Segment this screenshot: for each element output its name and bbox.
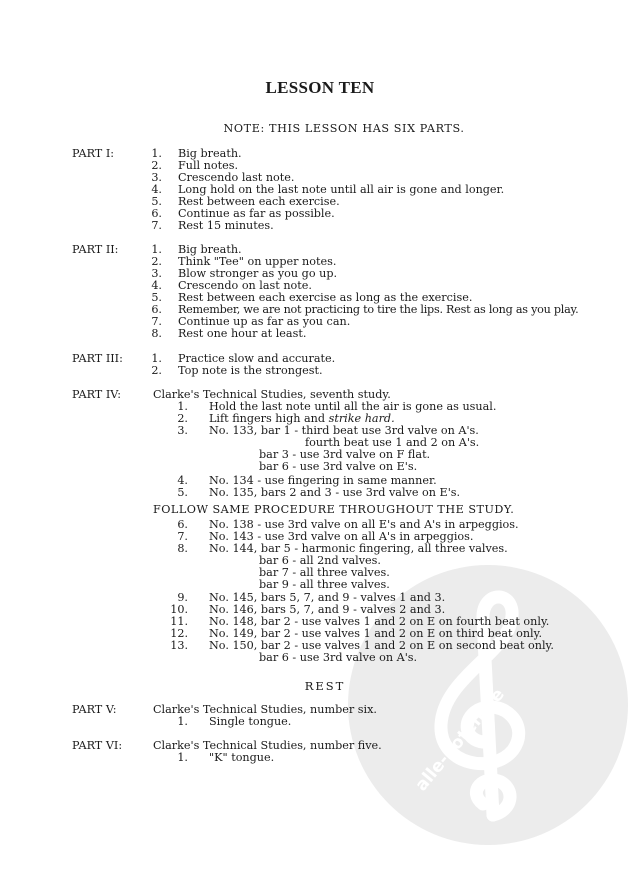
part-6-label: PART VI: bbox=[72, 739, 123, 752]
part-4-step: No. 133, bar 1 - third beat use 3rd valve on A's. bbox=[209, 424, 479, 437]
part-4-step: No. 145, bars 5, 7, and 9 - valves 1 and 3. bbox=[209, 591, 446, 604]
part-4-step-cont: bar 9 - all three valves. bbox=[259, 578, 390, 591]
part-4-step-cont: bar 6 - use 3rd valve on A's. bbox=[259, 651, 418, 664]
item-number: 2. bbox=[177, 412, 188, 425]
part-4-step: No. 148, bar 2 - use valves 1 and 2 on E on fourth beat only. bbox=[209, 615, 550, 628]
part-4-step: No. 144, bar 5 - harmonic fingering, all three valves. bbox=[209, 542, 508, 555]
item-number: 5. bbox=[151, 195, 162, 208]
part-4-step: No. 146, bars 5, 7, and 9 - valves 2 and 3. bbox=[209, 603, 446, 616]
part-2-item: Rest between each exercise as long as the exercise. bbox=[178, 291, 473, 304]
part-4-step-cont: bar 6 - all 2nd valves. bbox=[259, 554, 381, 567]
part-3-item: Practice slow and accurate. bbox=[178, 352, 336, 365]
item-number: 12. bbox=[170, 627, 188, 640]
part-1-item: Rest 15 minutes. bbox=[178, 219, 274, 232]
item-number: 2. bbox=[151, 159, 162, 172]
item-number: 6. bbox=[177, 518, 188, 531]
part-2-item: Crescendo on last note. bbox=[178, 279, 312, 292]
item-number: 7. bbox=[151, 315, 162, 328]
part-1-item: Crescendo last note. bbox=[178, 171, 295, 184]
item-number: 7. bbox=[151, 219, 162, 232]
part-2-label: PART II: bbox=[72, 243, 119, 256]
step-emphasis: strike hard. bbox=[328, 412, 395, 425]
part-4-label: PART IV: bbox=[72, 388, 121, 401]
item-number: 4. bbox=[151, 279, 162, 292]
part-6-intro: Clarke's Technical Studies, number five. bbox=[153, 739, 382, 752]
part-2-item: Rest one hour at least. bbox=[178, 327, 307, 340]
item-number: 11. bbox=[170, 615, 188, 628]
item-number: 8. bbox=[177, 542, 188, 555]
lesson-note: NOTE: THIS LESSON HAS SIX PARTS. bbox=[223, 122, 465, 135]
part-2-item: Blow stronger as you go up. bbox=[178, 267, 338, 280]
watermark-text: alle-noten.de bbox=[411, 684, 509, 796]
part-4-step: No. 138 - use 3rd valve on all E's and A's in arpeggios. bbox=[209, 518, 519, 531]
item-number: 2. bbox=[151, 364, 162, 377]
item-number: 1. bbox=[151, 243, 162, 256]
part-1-item: Long hold on the last note until all air is gone and longer. bbox=[178, 183, 505, 196]
item-number: 7. bbox=[177, 530, 188, 543]
item-number: 3. bbox=[177, 424, 188, 437]
part-5-label: PART V: bbox=[72, 703, 117, 716]
part-2-item: Think "Tee" on upper notes. bbox=[178, 255, 337, 268]
item-number: 10. bbox=[170, 603, 188, 616]
part-2-item: Big breath. bbox=[178, 243, 242, 256]
part-5-intro: Clarke's Technical Studies, number six. bbox=[153, 703, 377, 716]
part-4-step-cont: bar 3 - use 3rd valve on F flat. bbox=[259, 448, 431, 461]
item-number: 13. bbox=[170, 639, 188, 652]
item-number: 1. bbox=[177, 400, 188, 413]
item-number: 4. bbox=[177, 474, 188, 487]
rest-heading: REST bbox=[304, 679, 346, 693]
item-number: 1. bbox=[151, 352, 162, 365]
page-title: LESSON TEN bbox=[265, 78, 375, 97]
item-number: 3. bbox=[151, 171, 162, 184]
part-2-item: Continue up as far as you can. bbox=[178, 315, 351, 328]
item-number: 1. bbox=[151, 147, 162, 160]
part-3-item: Top note is the strongest. bbox=[178, 364, 323, 377]
item-number: 6. bbox=[151, 207, 162, 220]
part-4-step: No. 135, bars 2 and 3 - use 3rd valve on E's. bbox=[209, 486, 461, 499]
item-number: 1. bbox=[177, 751, 188, 764]
part-1-item: Continue as far as possible. bbox=[178, 207, 335, 220]
part-1-item: Big breath. bbox=[178, 147, 242, 160]
item-number: 4. bbox=[151, 183, 162, 196]
item-number: 8. bbox=[151, 327, 162, 340]
item-number: 2. bbox=[151, 255, 162, 268]
part-6-step: "K" tongue. bbox=[209, 751, 275, 764]
step-text: Lift fingers high and bbox=[209, 412, 329, 425]
item-number: 3. bbox=[151, 267, 162, 280]
part-4-step-cont: bar 6 - use 3rd valve on E's. bbox=[259, 460, 418, 473]
part-1-label: PART I: bbox=[72, 147, 115, 160]
part-5-step: Single tongue. bbox=[209, 715, 292, 728]
part-4-step: No. 149, bar 2 - use valves 1 and 2 on E on third beat only. bbox=[209, 627, 542, 640]
part-4-step-cont: fourth beat use 1 and 2 on A's. bbox=[305, 436, 480, 449]
part-3-label: PART III: bbox=[72, 352, 123, 365]
part-4-step: No. 134 - use fingering in same manner. bbox=[209, 474, 437, 487]
part-1-item: Rest between each exercise. bbox=[178, 195, 340, 208]
item-number: 6. bbox=[151, 303, 162, 316]
part-4-step: Hold the last note until all the air is gone as usual. bbox=[209, 400, 497, 413]
item-number: 1. bbox=[177, 715, 188, 728]
part-2-item: Remember, we are not practicing to tire the lips. Rest as long as you play. bbox=[178, 303, 579, 316]
item-number: 5. bbox=[151, 291, 162, 304]
part-4-step: No. 150, bar 2 - use valves 1 and 2 on E on second beat only. bbox=[209, 639, 554, 652]
part-4-step: No. 143 - use 3rd valve on all A's in arpeggios. bbox=[209, 530, 474, 543]
part-4-intro: Clarke's Technical Studies, seventh study. bbox=[153, 388, 391, 401]
part-1-item: Full notes. bbox=[178, 159, 239, 172]
follow-note: FOLLOW SAME PROCEDURE THROUGHOUT THE STUDY. bbox=[153, 503, 515, 516]
item-number: 5. bbox=[177, 486, 188, 499]
item-number: 9. bbox=[177, 591, 188, 604]
part-4-step-cont: bar 7 - all three valves. bbox=[259, 566, 390, 579]
